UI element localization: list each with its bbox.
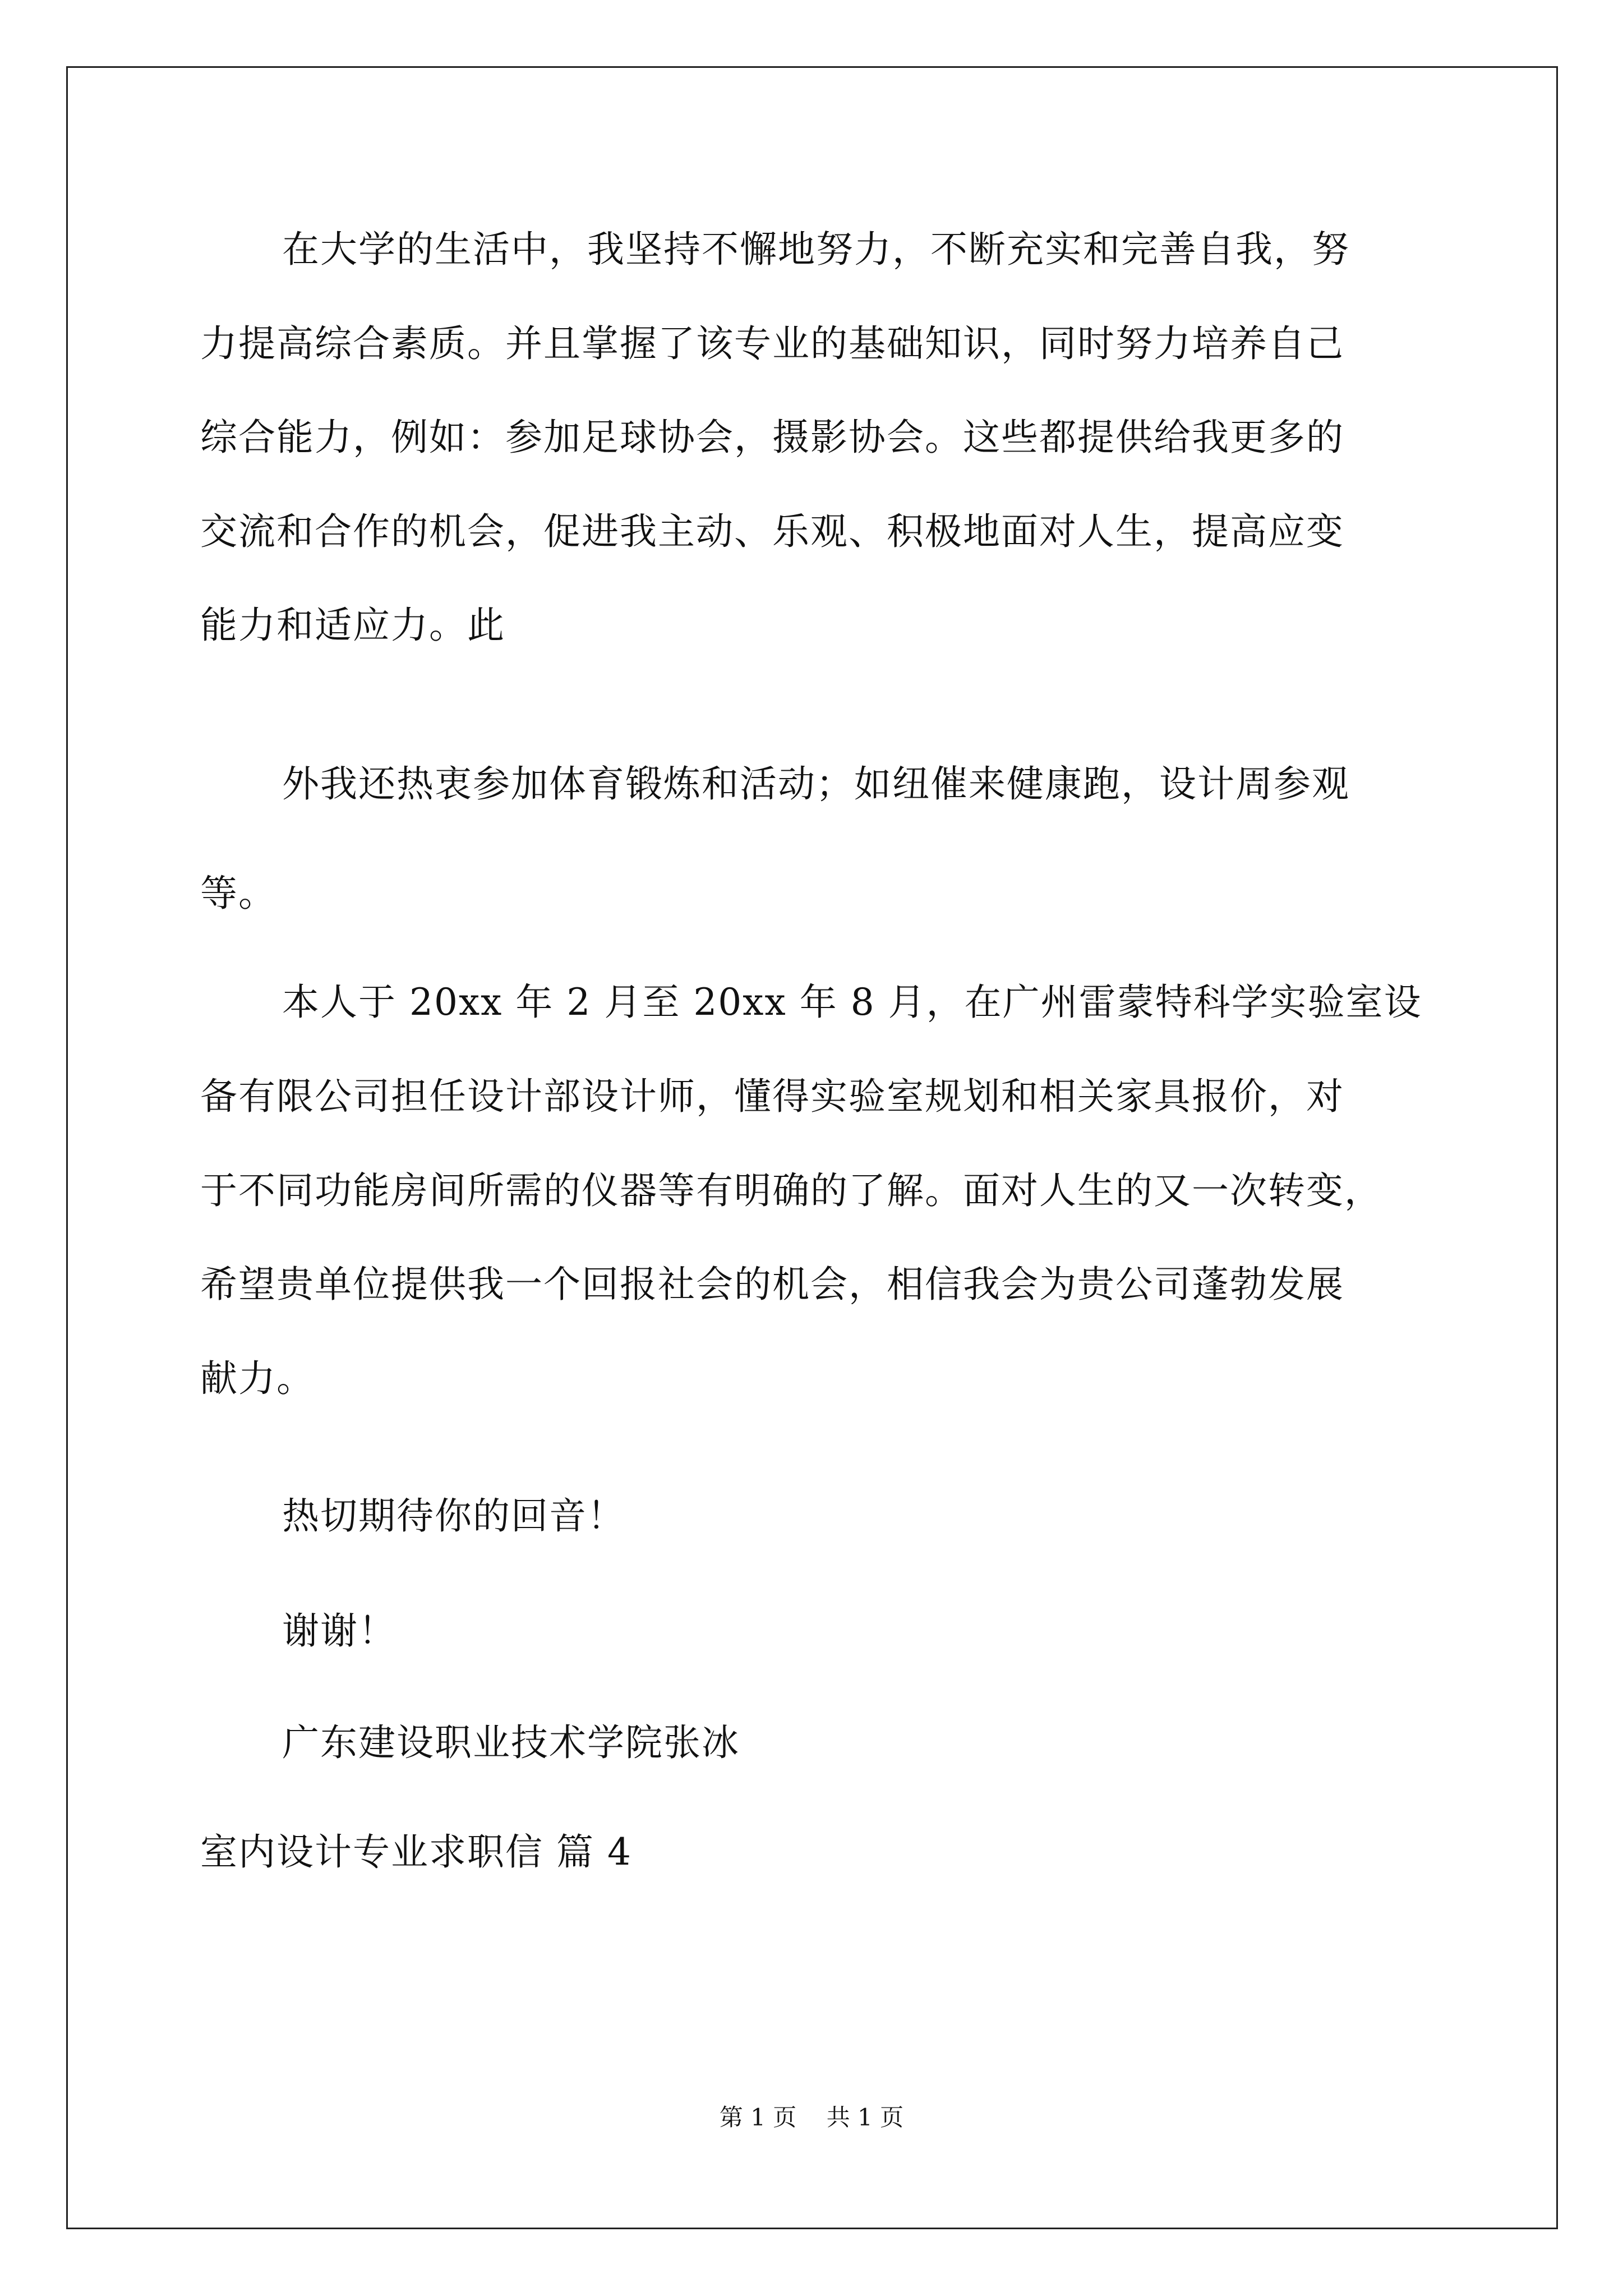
closing-line: 热切期待你的回音！ (282, 1494, 625, 1538)
paragraph-line: 备有限公司担任设计部设计师，懂得实验室规划和相关家具报价，对 (200, 1075, 1344, 1118)
section-heading: 室内设计专业求职信 篇 4 (200, 1830, 632, 1874)
paragraph-line: 在大学的生活中，我坚持不懈地努力，不断充实和完善自我，努 (282, 228, 1350, 271)
paragraph-line: 外我还热衷参加体育锻炼和活动；如纽催来健康跑，设计周参观 (282, 762, 1350, 806)
signature-line: 广东建设职业技术学院张冰 (282, 1721, 740, 1764)
paragraph-line: 于不同功能房间所需的仪器等有明确的了解。面对人生的又一次转变， (200, 1169, 1382, 1212)
paragraph-line: 综合能力，例如：参加足球协会，摄影协会。这些都提供给我更多的 (200, 416, 1344, 459)
paragraph-line: 本人于 20xx 年 2 月至 20xx 年 8 月，在广州雷蒙特科学实验室设 (282, 981, 1422, 1024)
page-border (66, 66, 1558, 2229)
paragraph-line: 希望贵单位提供我一个回报社会的机会，相信我会为贵公司蓬勃发展 (200, 1263, 1344, 1306)
paragraph-line: 献力。 (200, 1357, 315, 1400)
paragraph-line: 等。 (200, 872, 276, 915)
paragraph-line: 能力和适应力。此 (200, 604, 505, 647)
paragraph-line: 力提高综合素质。并且掌握了该专业的基础知识，同时努力培养自己 (200, 322, 1344, 365)
thanks-line: 谢谢！ (282, 1609, 396, 1653)
paragraph-line: 交流和合作的机会，促进我主动、乐观、积极地面对人生，提高应变 (200, 510, 1344, 553)
page-footer: 第 1 页 共 1 页 (719, 2104, 904, 2131)
